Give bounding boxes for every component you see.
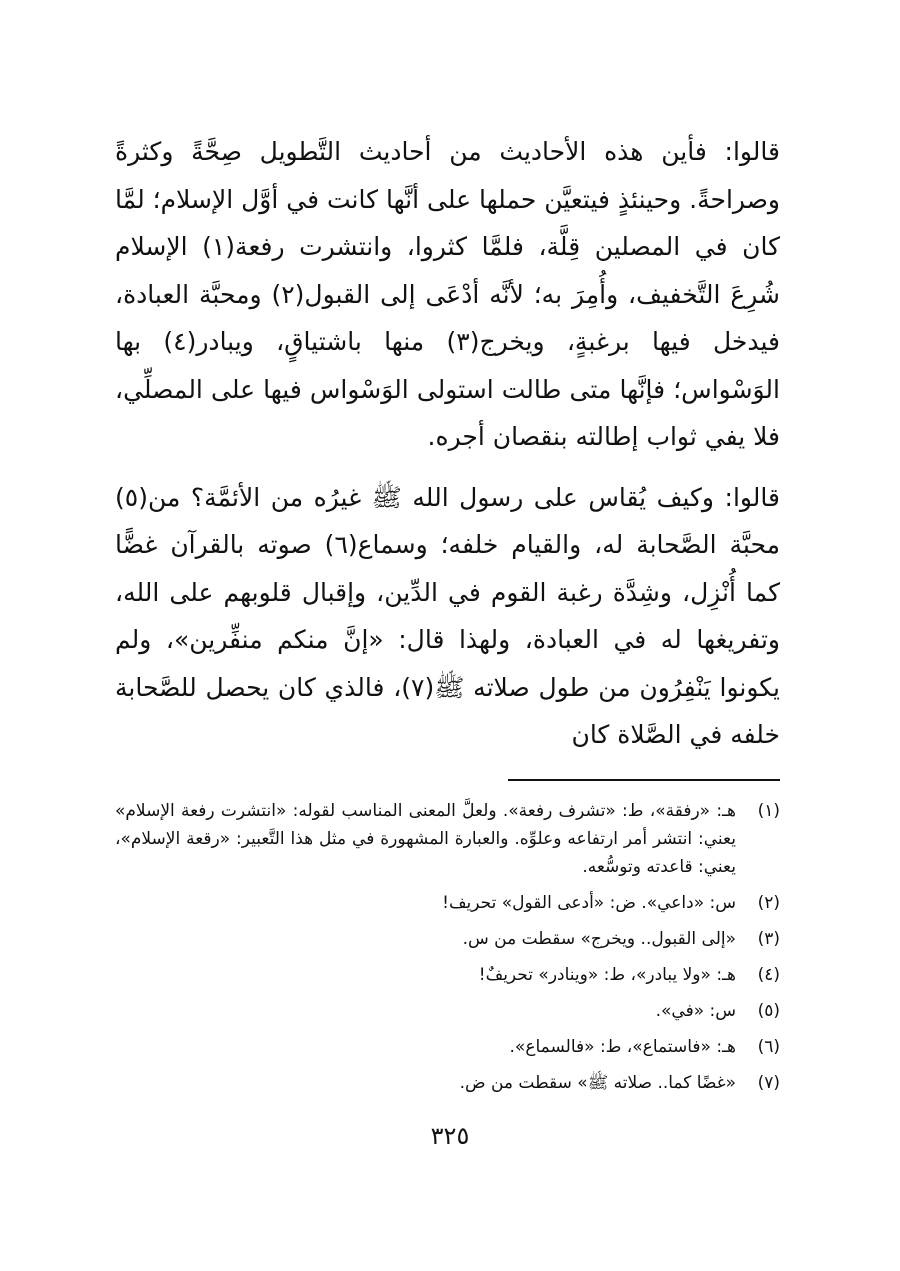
footnote-number: (٤) bbox=[757, 964, 780, 985]
footnote-text: س: «داعي». ض: «أدعى القول» تحريف! bbox=[442, 892, 736, 913]
paragraph-2: قالوا: وكيف يُقاس على رسول الله ﷺ غيرُه من الأئمَّة؟ من(٥) محبَّة الصَّحابة له، والقيام خلفه؛ وسماع(٦) صوته بالقرآن غضًّا كما أُنْزِل، وشِدَّة رغبة القوم في الدِّين، وإقبال قلوبهم على الله، وتفريغها له في العبادة، ولهذا قال: «إنَّ منكم منفِّرين»، ولم يكونوا يَنْفِرُون من طول صلاته ﷺ(٧)، فالذي كان يحصل للصَّحابة خلفه في الصَّلاة كان bbox=[115, 482, 781, 749]
main-text bbox=[115, 128, 780, 759]
footnote-number: (٣) bbox=[757, 928, 780, 949]
footnote-text: «إلى القبول.. ويخرج» سقطت من س. bbox=[462, 928, 736, 949]
footnote-separator bbox=[508, 779, 780, 781]
footnote-text: هـ: «رفقة»، ط: «تشرف رفعة». ولعلَّ المعنى المناسب لقوله: «انتشرت رفعة الإسلام» يعني: انتشر أمر ارتفاعه وعلوِّه. والعبارة المشهورة في مثل هذا التَّعبير: «رقعة الإسلام»، يعني: قاعدته وتوسُّعه. bbox=[115, 800, 736, 877]
footnote-text: هـ: «فاستماع»، ط: «فالسماع». bbox=[509, 1036, 736, 1057]
footnote-6 bbox=[115, 1033, 780, 1061]
footnote-number: (٧) bbox=[757, 1072, 780, 1093]
footnote-2 bbox=[115, 889, 780, 917]
footnote-7 bbox=[115, 1069, 780, 1097]
footnote-number: (٥) bbox=[757, 1000, 780, 1021]
footnote-number: (١) bbox=[757, 800, 780, 821]
footnote-text: هـ: «ولا يبادر»، ط: «وينادر» تحريفٌ! bbox=[478, 964, 736, 985]
footnotes bbox=[115, 797, 780, 1097]
footnote-text: س: «في». bbox=[655, 1000, 736, 1021]
book-page bbox=[115, 128, 780, 1097]
page-number: ٣٢٥ bbox=[430, 1122, 470, 1150]
footnote-5 bbox=[115, 997, 780, 1025]
footnote-number: (٢) bbox=[757, 892, 780, 913]
footnote-1 bbox=[115, 797, 780, 881]
footnote-text: «غضًا كما.. صلاته ﷺ» سقطت من ض. bbox=[459, 1072, 736, 1093]
footnote-4 bbox=[115, 961, 780, 989]
footnote-3 bbox=[115, 925, 780, 953]
paragraph-1: قالوا: فأين هذه الأحاديث من أحاديث التَّطويل صِحَّةً وكثرةً وصراحةً. وحينئذٍ فيتعيَّن حملها على أنَّها كانت في أوَّل الإسلام؛ لمَّا كان في المصلين قِلَّة، فلمَّا كثروا، وانتشرت رفعة(١) الإسلام شُرِعَ التَّخفيف، وأُمِرَ به؛ لأنَّه أدْعَى إلى القبول(٢) ومحبَّة العبادة، فيدخل فيها برغبةٍ، ويخرج(٣) منها باشتياقٍ، ويبادر(٤) بها الوَسْواس؛ فإنَّها متى طالت استولى الوَسْواس فيها على المصلِّي، فلا يفي ثواب إطالته بنقصان أجره. bbox=[115, 137, 781, 451]
footnote-number: (٦) bbox=[757, 1036, 780, 1057]
